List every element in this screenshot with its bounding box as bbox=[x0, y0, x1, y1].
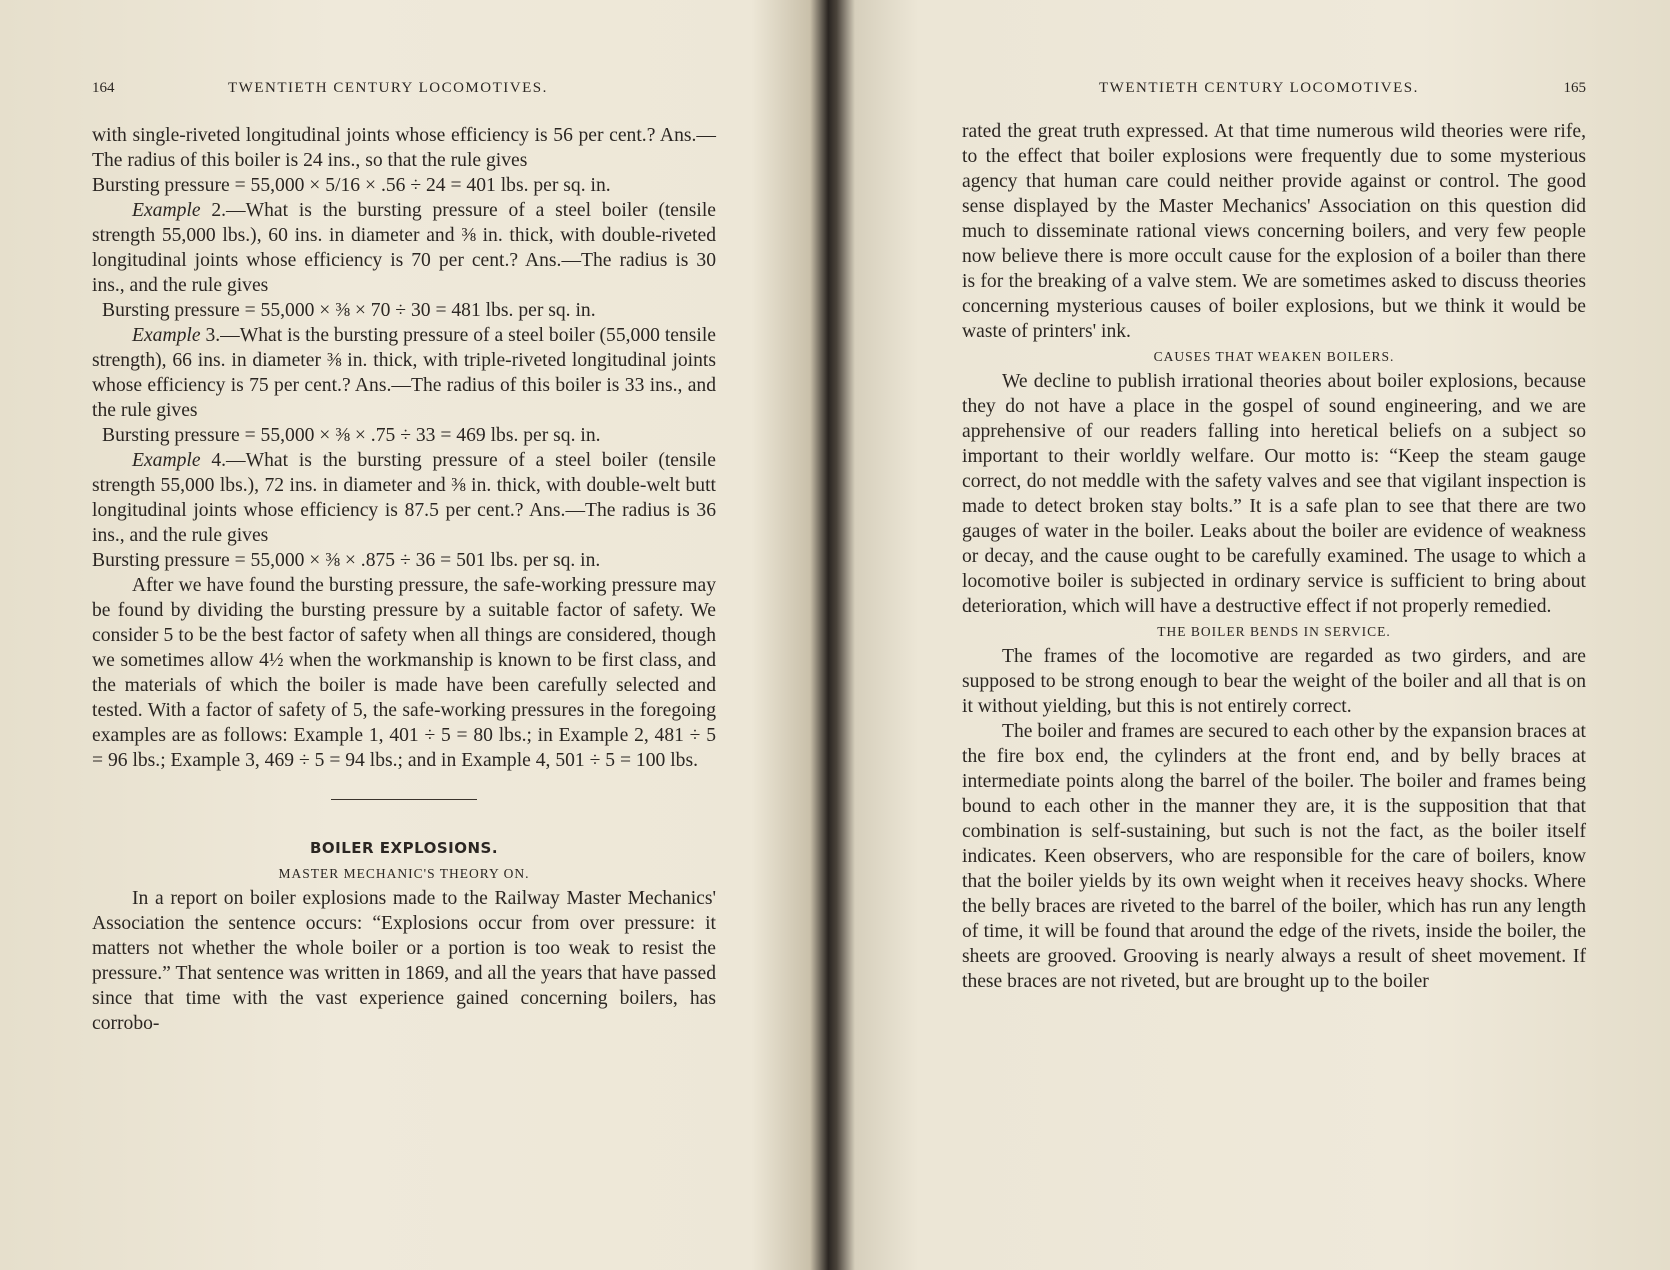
equation: Bursting pressure = 55,000 × ⅜ × .75 ÷ 33 = 469 lbs. per sq. in. bbox=[102, 425, 601, 446]
section-heading: THE BOILER BENDS IN SERVICE. bbox=[1157, 624, 1391, 639]
running-title: TWENTIETH CENTURY LOCOMOTIVES. bbox=[228, 80, 548, 96]
equation: Bursting pressure = 55,000 × ⅜ × .875 ÷ 36 = 501 lbs. per sq. in. bbox=[92, 550, 601, 571]
section-heading: CAUSES THAT WEAKEN BOILERS. bbox=[1153, 349, 1395, 364]
example-text: 4.—What is the bursting pressure of a steel boiler (tensile strength 55,000 lbs.), 72 ins. in diameter and ⅜ in. thick, with double-welt butt longitudinal joints whose efficiency is 87.5 per cent.? Ans.—The radius is 36 ins., and the rule gives bbox=[92, 450, 716, 546]
paragraph: The frames of the locomotive are regarded as two girders, and are supposed to be strong enough to bear the weight of the boiler and all that is on it without yielding, but this is not entirely correct. bbox=[962, 646, 1586, 717]
paragraph: After we have found the bursting pressure, the safe-working pressure may be found by dividing the bursting pressure by a suitable factor of safety. We consider 5 to be the best factor of safety when all things are considered, though we sometimes allow 4½ when the workmanship is known to be first class, and the materials of which the boiler is made have been carefully selected and tested. With a factor of safety of 5, the safe-working pressures in the foregoing examples are as follows: Example 1, 401 ÷ 5 = 80 lbs.; in Example 2, 481 ÷ 5 = 96 lbs.; Example 3, 469 ÷ 5 = 94 lbs.; and in Example 4, 501 ÷ 5 = 100 lbs. bbox=[92, 575, 716, 771]
example-paragraph bbox=[92, 198, 716, 298]
running-title: TWENTIETH CENTURY LOCOMOTIVES. bbox=[1099, 80, 1419, 96]
left-page bbox=[92, 0, 716, 1270]
example-label: Example bbox=[132, 200, 201, 221]
paragraph: with single-riveted longitudinal joints whose efficiency is 56 per cent.? Ans.—The radius of this boiler is 24 ins., so that the rule gives bbox=[92, 125, 716, 171]
paragraph: rated the great truth expressed. At that time numerous wild theories were rife, to the effect that boiler explosions were frequently due to some mysterious agency that human care could neither provide against or control. The good sense displayed by the Master Mechanics' Association on this question did much to disseminate rational views concerning boilers, and very few people now believe there is more occult cause for the explosion of a boiler than there is for the breaking of a valve stem. We are sometimes asked to discuss theories concerning mysterious causes of boiler explosions, but we think it would be waste of printers' ink. bbox=[962, 121, 1586, 342]
example-label: Example bbox=[132, 450, 201, 471]
left-page-body bbox=[92, 123, 716, 1036]
paragraph: We decline to publish irrational theories about boiler explosions, because they do not have a place in the gospel of sound engineering, and we are apprehensive of our readers falling into heretical beliefs on a subject so important to their worldly welfare. Our motto is: “Keep the steam gauge correct, do not meddle with the safety valves and see that vigilant inspection is made to detect broken stay bolts.” It is a safe plan to see that there are two gauges of water in the boiler. Leaks about the boiler are evidence of weakness or decay, and the cause ought to be carefully examined. The usage to which a locomotive boiler is subjected in ordinary service is sufficient to bring about deterioration, which will have a destructive effect if not properly remedied. bbox=[962, 371, 1586, 617]
page-number: 165 bbox=[1563, 80, 1586, 96]
example-text: 3.—What is the bursting pressure of a steel boiler (55,000 tensile strength), 66 ins. in diameter ⅜ in. thick, with triple-riveted longitudinal joints whose efficiency is 75 per cent.? Ans.—The radius of this boiler is 33 ins., and the rule gives bbox=[92, 325, 716, 421]
subsection-heading: MASTER MECHANIC'S THEORY ON. bbox=[278, 866, 530, 881]
paragraph: The boiler and frames are secured to each other by the expansion braces at the fire box end, the cylinders at the front end, and by belly braces at intermediate points along the barrel of the boiler. The boiler and frames being bound to each other in the manner they are, it is the supposition that that combination is self-sustaining, but such is not the fact, as the boiler itself indicates. Keen observers, who are responsible for the care of boilers, know that the boiler yields by its own weight when it receives heavy shocks. Where the belly braces are riveted to the barrel of the boiler, which has run any length of time, it will be found that around the edge of the rivets, inside the boiler, the sheets are grooved. Grooving is nearly always a result of sheet movement. If these braces are not riveted, but are brought up to the boiler bbox=[962, 721, 1586, 992]
example-paragraph bbox=[92, 448, 716, 548]
equation: Bursting pressure = 55,000 × ⅜ × 70 ÷ 30 = 481 lbs. per sq. in. bbox=[102, 300, 596, 321]
running-head-left bbox=[92, 80, 716, 100]
example-text: 2.—What is the bursting pressure of a steel boiler (tensile strength 55,000 lbs.), 60 ins. in diameter and ⅜ in. thick, with double-riveted longitudinal joints whose efficiency is 70 per cent.? Ans.—The radius is 30 ins., and the rule gives bbox=[92, 200, 716, 296]
paragraph: In a report on boiler explosions made to the Railway Master Mechanics' Association the sentence occurs: “Explosions occur from over pressure: it matters not whether the whole boiler or a portion is too weak to resist the pressure.” That sentence was written in 1869, and all the years that have passed since that time with the vast experience gained concerning boilers, has corrobo- bbox=[92, 888, 716, 1034]
equation: Bursting pressure = 55,000 × 5/16 × .56 ÷ 24 = 401 lbs. per sq. in. bbox=[92, 175, 611, 196]
right-page bbox=[962, 0, 1586, 1270]
example-paragraph bbox=[92, 323, 716, 423]
page-number: 164 bbox=[92, 80, 115, 96]
right-page-body bbox=[962, 119, 1586, 994]
section-heading: BOILER EXPLOSIONS. bbox=[309, 839, 499, 857]
example-label: Example bbox=[132, 325, 201, 346]
running-head-right bbox=[962, 80, 1586, 100]
section-divider bbox=[331, 799, 477, 800]
